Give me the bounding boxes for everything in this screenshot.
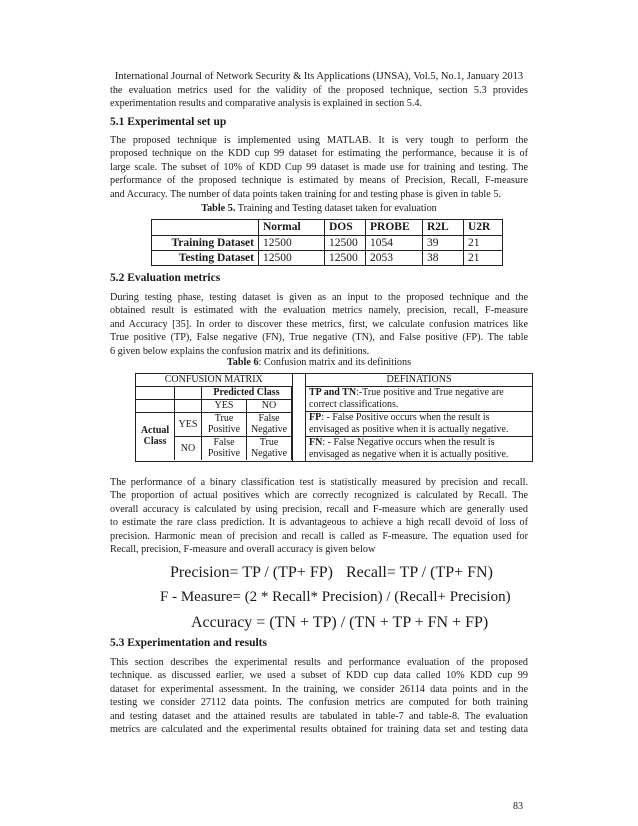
table-5 — [151, 219, 503, 266]
table-header-cell — [152, 220, 259, 236]
text-line: technique. as discussed earlier, we used a subset of KDD cup data called 10% KDD cup 99 — [110, 670, 528, 682]
text-line: During testing phase, testing dataset is given as an input to the proposed technique and the — [110, 292, 528, 303]
table-5-caption-text: Training and Testing dataset taken for evaluation — [235, 203, 437, 214]
text-line: The proposed technique is implemented using MATLAB. It is very tough to perform the — [110, 135, 528, 146]
section-heading-5-2: 5.2 Evaluation metrics — [110, 272, 221, 284]
spacer-column — [293, 374, 306, 462]
cell-false-positive — [202, 436, 247, 459]
table-cell: 38 — [423, 251, 464, 266]
text-line: and Accuracy. The number of data points taken training for and testing phase is given in table 5. — [110, 188, 501, 200]
table-header-cell: Normal — [259, 220, 325, 236]
section-5-1-paragraph — [110, 134, 528, 201]
definitions-table — [306, 374, 532, 461]
section-5-2-paragraph — [110, 291, 528, 358]
empty-cell — [136, 387, 175, 400]
definitions-panel — [306, 374, 533, 462]
text-line: large scale. The subset of 10% of KDD Cup 99 dataset is made use for training and testing. The — [110, 161, 528, 173]
confusion-matrix-panel — [136, 374, 293, 462]
table-cell: 12500 — [259, 251, 325, 266]
table-6 — [135, 373, 533, 462]
cell-line: Negative — [250, 424, 288, 436]
text-line: overall accuracy is calculated by using precision, recall and F-measure which are generally used — [110, 503, 528, 515]
text-line: the evaluation metrics used for the validity of the proposed technique, section 5.3 provides — [110, 85, 528, 96]
accuracy-equation: Accuracy = (TN + TP) / (TN + TP + FN + FP) — [191, 614, 489, 631]
actual-label-line: Class — [143, 436, 167, 448]
text-line: obtained result is estimated with the evaluation metrics namely, precision, recall, F-measure — [110, 305, 528, 317]
text-line: proposed technique on the KDD cup 99 dataset for estimating the performance, because it is of — [110, 148, 528, 160]
cell-true-negative — [247, 436, 292, 459]
section-heading-5-1: 5.1 Experimental set up — [110, 116, 227, 128]
definition-text: envisaged as negative when it is actually positive. — [309, 449, 509, 460]
row-label: Training Dataset — [152, 236, 259, 251]
text-line: True positive (TP), False negative (FN), True negative (TN), and False positive (FP). The table — [110, 332, 528, 344]
table-6-caption-text: : Confusion matrix and its definitions — [258, 357, 412, 368]
definition-text: : - False Positive occurs when the result is — [321, 412, 490, 423]
definition-text: : - False Negative occurs when the result is — [322, 437, 495, 448]
table-header-cell: R2L — [423, 220, 464, 236]
predicted-class-label: Predicted Class — [202, 387, 292, 400]
table-header-row — [152, 220, 503, 236]
text-line: This section describes the experimental results and performance evaluation of the proposed — [110, 657, 528, 668]
table-5-label: Table 5. — [201, 203, 236, 214]
empty-cell — [175, 400, 202, 413]
cell-line: False — [213, 436, 235, 448]
table-6-caption — [0, 357, 638, 368]
empty-cell — [175, 387, 202, 400]
cell-true-positive — [202, 413, 247, 437]
definition-term: TP and TN — [309, 387, 357, 398]
text-line: experimentation results and comparative analysis is explained in section 5.4. — [110, 98, 423, 110]
definition-fp — [306, 412, 532, 437]
actual-label-line: Actual — [140, 424, 170, 436]
text-line: and Accuracy [35]. In order to discover these metrics, first, we calculate confusion matrices like — [110, 318, 528, 330]
cell-line: True — [259, 436, 279, 448]
table-header-cell: PROBE — [366, 220, 423, 236]
cell-line: False — [258, 413, 280, 424]
cell-line: True — [214, 413, 234, 424]
predicted-yes: YES — [202, 400, 247, 413]
text-line: The performance of a binary classification test is statistically measured by precision and recall. — [110, 477, 528, 488]
table-cell: 21 — [464, 251, 503, 266]
actual-class-label — [136, 413, 175, 460]
table-cell: 1054 — [366, 236, 423, 251]
predicted-no: NO — [247, 400, 292, 413]
section-5-3-paragraph — [110, 656, 528, 736]
text-line: dataset for experimental assessment. In the training, we consider 26114 data points and in the — [110, 683, 528, 695]
text-line: 6 given below explains the confusion matrix and its definitions. — [110, 345, 370, 357]
definitions-title: DEFINATIONS — [306, 374, 532, 387]
f-measure-equation: F - Measure= (2 * Recall* Precision) / (Recall+ Precision) — [160, 589, 511, 605]
actual-yes: YES — [175, 413, 202, 437]
definition-fn — [306, 437, 532, 462]
definition-term: FN — [309, 437, 323, 448]
table-header-cell: U2R — [464, 220, 503, 236]
table-cell: 21 — [464, 236, 503, 251]
definition-text: envisaged as positive when it is actually negative. — [309, 424, 509, 435]
cell-line: Positive — [207, 424, 241, 436]
text-line: The proportion of actual positives which are correctly recognized is calculated by Recall. The — [110, 490, 528, 502]
definition-tp-tn — [306, 387, 532, 412]
cell-false-negative — [247, 413, 292, 437]
table-cell: 39 — [423, 236, 464, 251]
table-cell: 12500 — [325, 236, 366, 251]
intro-paragraph — [110, 84, 528, 111]
table-cell: 12500 — [325, 251, 366, 266]
recall-equation: Recall= TP / (TP+ FN) — [346, 564, 493, 581]
cell-line: Positive — [207, 448, 241, 460]
definition-text: :-True positive and True negative are — [356, 387, 504, 398]
actual-no: NO — [175, 436, 202, 459]
precision-equation: Precision= TP / (TP+ FP) — [170, 564, 333, 581]
empty-cell — [136, 400, 175, 413]
table-cell: 2053 — [366, 251, 423, 266]
running-header: International Journal of Network Security & Its Applications (IJNSA), Vol.5, No.1, January 2013 — [114, 71, 524, 82]
performance-paragraph — [110, 476, 528, 556]
table-cell: 12500 — [259, 236, 325, 251]
definition-text: correct classifications. — [309, 399, 399, 410]
table-5-caption — [0, 203, 638, 214]
row-label: Testing Dataset — [152, 251, 259, 266]
table-row — [152, 251, 503, 266]
definition-term: FP — [309, 412, 322, 423]
text-line: Recall, precision, F-measure and overall accuracy is given below — [110, 544, 376, 556]
text-line: and testing dataset and the attained results are tabulated in table-7 and table-8. The evaluation — [110, 710, 528, 722]
text-line: performance of the proposed technique is estimated by means of Precision, Recall, F-measure — [110, 175, 528, 187]
table-row — [152, 236, 503, 251]
text-line: precision. Harmonic mean of precision and recall is called as F-measure. The equation used for — [110, 530, 528, 542]
cell-line: Negative — [250, 448, 288, 460]
confusion-matrix-title: CONFUSION MATRIX — [136, 374, 292, 387]
text-line: to estimate the rare class prediction. It is advantageous to achieve a high recall devoid of loss of — [110, 517, 528, 529]
section-heading-5-3: 5.3 Experimentation and results — [110, 637, 267, 649]
text-line: metrics are calculated and the experimental results obtained for training data set and testing data — [110, 724, 528, 736]
confusion-matrix — [136, 374, 292, 460]
text-line: testing we consider 27112 data points. The confusion metrics are computed for both training — [110, 697, 528, 709]
table-6-label: Table 6 — [226, 357, 259, 368]
page-number: 83 — [513, 801, 523, 812]
table-header-cell: DOS — [325, 220, 366, 236]
